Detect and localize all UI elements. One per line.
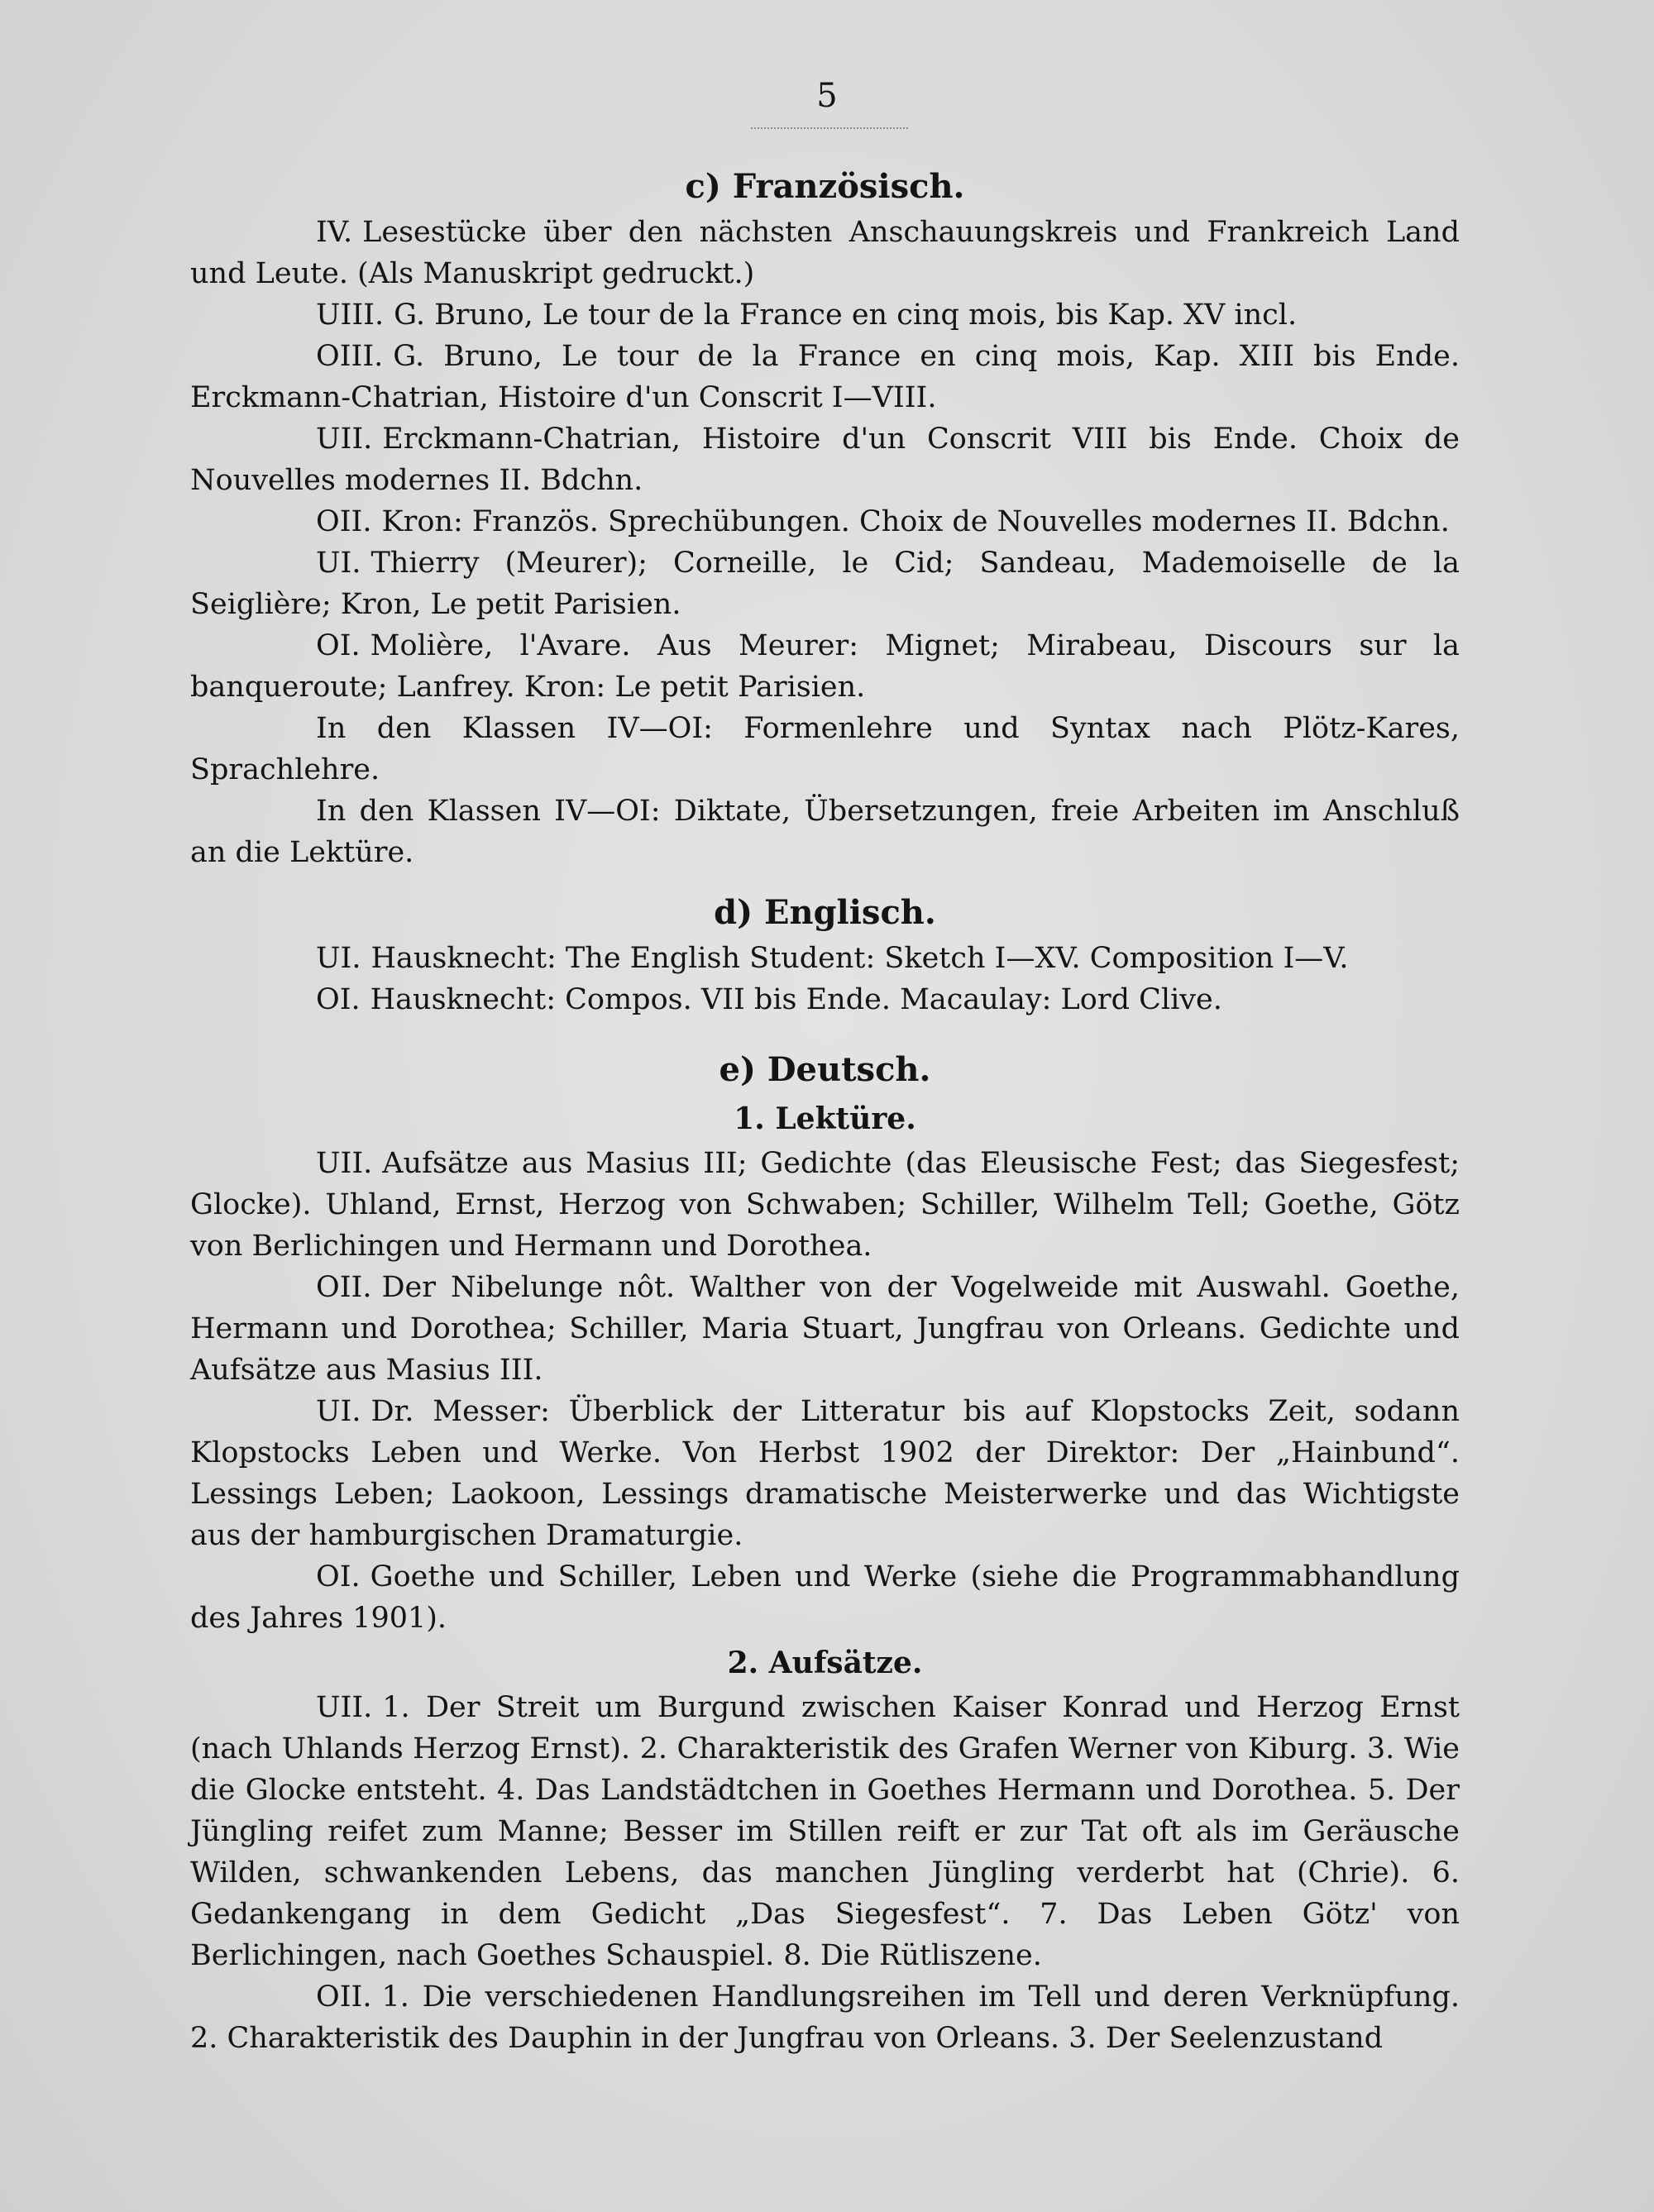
entry-deutsch-lekt-oii xyxy=(190,1267,1460,1391)
note-franz-grammar: In den Klassen IV—OI: Formenlehre und Syntax nach Plötz-Kares, Sprachlehre. xyxy=(190,712,1460,786)
entry-text: Der Nibelunge nôt. Walther von der Vogelweide mit Auswahl. Goethe, Hermann und Dorothea; Schiller, Maria Stuart, Jungfrau von Orleans. Gedichte und Aufsätze aus Masius III. xyxy=(190,1271,1460,1387)
entry-text: 1. Der Streit um Burgund zwischen Kaiser Konrad und Herzog Ernst (nach Uhlands Herzog Ernst). 2. Charakteristik des Grafen Werner von Kiburg. 3. Wie die Glocke entsteht. 4. Das Landstädtchen in Goethes Hermann und Dorothea. 5. Der Jüngling reifet zum Manne; Besser im Stillen reift er zur Tat oft als im Geräusche Wilden, schwankenden Lebens, das manchen Jüngling verderbt hat (Chrie). 6. Gedankengang in dem Gedicht „Das Siegesfest“. 7. Das Leben Götz' von Berlichingen, nach Goethes Schauspiel. 8. Die Rütliszene. xyxy=(190,1691,1460,1972)
entry-franz-ui xyxy=(190,542,1460,625)
entry-text: Goethe und Schiller, Leben und Werke (siehe die Programmabhandlung des Jahres 1901). xyxy=(190,1560,1460,1635)
class-label: OI. xyxy=(316,983,361,1016)
class-label: IV. xyxy=(316,216,353,249)
entry-text: Thierry (Meurer); Corneille, le Cid; Sandeau, Mademoiselle de la Seiglière; Kron, Le petit Parisien. xyxy=(190,547,1460,621)
note-franz-exercises: In den Klassen IV—OI: Diktate, Übersetzungen, freie Arbeiten im Anschluß an die Lektüre. xyxy=(190,795,1460,869)
entry-text: Molière, l'Avare. Aus Meurer: Mignet; Mirabeau, Discours sur la banqueroute; Lanfrey. Kron: Le petit Parisien. xyxy=(190,629,1460,704)
class-label: UIII. xyxy=(316,299,385,332)
page-number: 5 xyxy=(816,77,838,115)
class-label: OI. xyxy=(316,629,361,662)
class-label: OI. xyxy=(316,1560,361,1593)
entry-text: 1. Die verschiedenen Handlungsreihen im Tell und deren Verknüpfung. 2. Charakteristik des Dauphin in der Jungfrau von Orleans. 3. Der Seelenzustand xyxy=(190,1980,1460,2055)
entry-text: G. Bruno, Le tour de la France en cinq mois, Kap. XIII bis Ende. Erckmann-Chatrian, Histoire d'un Conscrit I—VIII. xyxy=(190,340,1460,414)
entry-deutsch-aufs-oii xyxy=(190,1976,1460,2059)
entry-text: Erckmann-Chatrian, Histoire d'un Conscrit VIII bis Ende. Choix de Nouvelles modernes II. Bdchn. xyxy=(190,423,1460,497)
class-label: UII. xyxy=(316,1147,373,1180)
entry-text: Lesestücke über den nächsten Anschauungskreis und Frankreich Land und Leute. (Als Manuskript gedruckt.) xyxy=(190,216,1460,290)
entry-franz-uii xyxy=(190,418,1460,501)
class-label: UII. xyxy=(316,423,373,456)
page-number-rule xyxy=(751,127,908,129)
entry-franz-iv xyxy=(190,212,1460,294)
entry-deutsch-lekt-oi xyxy=(190,1556,1460,1639)
section-heading-deutsch: e) Deutsch. xyxy=(719,1050,931,1089)
entry-text: Hausknecht: The English Student: Sketch I—XV. Composition I—V. xyxy=(370,942,1349,975)
class-label: OII. xyxy=(316,505,372,538)
entry-franz-uiii xyxy=(190,294,1460,336)
class-label: OII. xyxy=(316,1980,372,2014)
sub-heading-aufsaetze: 2. Aufsätze. xyxy=(727,1646,923,1680)
entry-text: Aufsätze aus Masius III; Gedichte (das Eleusische Fest; das Siegesfest; Glocke). Uhland, Ernst, Herzog von Schwaben; Schiller, Wilhelm Tell; Goethe, Götz von Berlichingen und Hermann und Dorothea. xyxy=(190,1147,1460,1263)
class-label: UI. xyxy=(316,1395,361,1428)
entry-deutsch-aufs-uii xyxy=(190,1687,1460,1976)
entry-text: Kron: Französ. Sprechübungen. Choix de Nouvelles modernes II. Bdchn. xyxy=(381,505,1450,538)
entry-franz-oiii xyxy=(190,336,1460,418)
entry-franz-oii xyxy=(190,501,1460,542)
entry-engl-oi xyxy=(190,979,1460,1020)
section-heading-englisch: d) Englisch. xyxy=(714,893,936,932)
entry-engl-ui xyxy=(190,938,1460,979)
class-label: OII. xyxy=(316,1271,372,1304)
entry-deutsch-lekt-uii xyxy=(190,1143,1460,1267)
entry-text: Dr. Messer: Überblick der Litteratur bis auf Klopstocks Zeit, sodann Klopstocks Leben und Werke. Von Herbst 1902 der Direktor: Der „Hainbund“. Lessings Leben; Laokoon, Lessings dramatische Meisterwerke und das Wichtigste aus der hamburgischen Dramaturgie. xyxy=(190,1395,1460,1552)
class-label: UII. xyxy=(316,1691,373,1724)
class-label: UI. xyxy=(316,942,361,975)
class-label: OIII. xyxy=(316,340,384,373)
section-heading-franzoesisch: c) Französisch. xyxy=(685,167,965,206)
entry-text: G. Bruno, Le tour de la France en cinq mois, bis Kap. XV incl. xyxy=(394,299,1298,332)
class-label: UI. xyxy=(316,547,361,580)
sub-heading-lektuere: 1. Lektüre. xyxy=(734,1101,916,1136)
entry-franz-oi xyxy=(190,625,1460,708)
entry-text: Hausknecht: Compos. VII bis Ende. Macaulay: Lord Clive. xyxy=(370,983,1222,1016)
page-body xyxy=(190,162,1460,2059)
entry-deutsch-lekt-ui xyxy=(190,1391,1460,1556)
